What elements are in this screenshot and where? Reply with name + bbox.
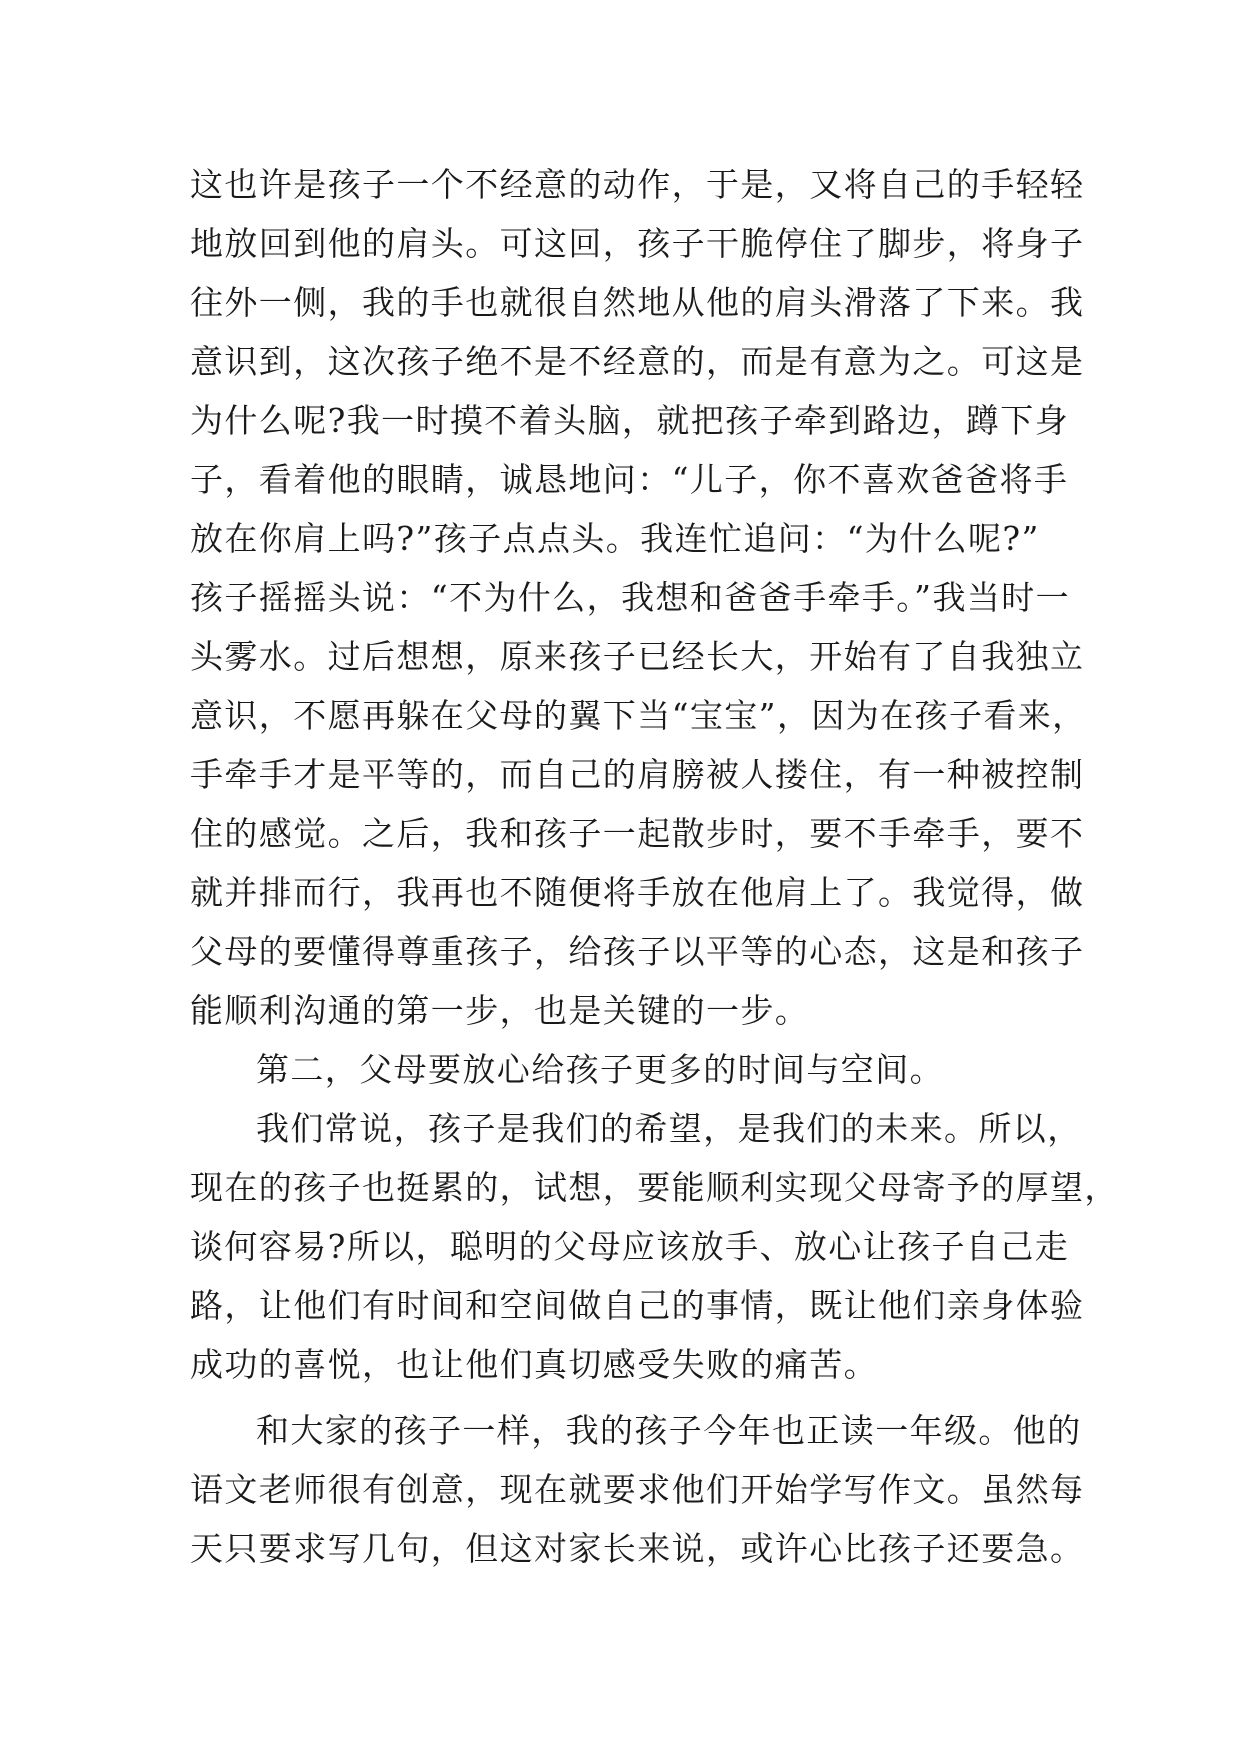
section-heading: 第二，父母要放心给孩子更多的时间与空间。 bbox=[256, 1050, 944, 1089]
text-line: 孩子摇摇头说：“不为什么，我想和爸爸手牵手。”我当时一 bbox=[190, 578, 1071, 617]
text-line: 住的感觉。之后，我和孩子一起散步时，要不手牵手，要不 bbox=[190, 814, 1085, 853]
text-line: 这也许是孩子一个不经意的动作，于是，又将自己的手轻轻 bbox=[190, 165, 1085, 204]
text-line: 现在的孩子也挺累的，试想，要能顺利实现父母寄予的厚望， bbox=[190, 1168, 1119, 1207]
text-line: 成功的喜悦，也让他们真切感受失败的痛苦。 bbox=[190, 1345, 878, 1384]
text-line: 地放回到他的肩头。可这回，孩子干脆停住了脚步，将身子 bbox=[190, 224, 1085, 263]
text-line: 为什么呢?我一时摸不着头脑，就把孩子牵到路边，蹲下身 bbox=[190, 401, 1070, 440]
text-line: 手牵手才是平等的，而自己的肩膀被人搂住，有一种被控制 bbox=[190, 755, 1085, 794]
text-line: 父母的要懂得尊重孩子，给孩子以平等的心态，这是和孩子 bbox=[190, 932, 1085, 971]
text-line: 往外一侧，我的手也就很自然地从他的肩头滑落了下来。我 bbox=[190, 283, 1085, 322]
paragraph-gap bbox=[190, 1394, 1090, 1401]
text-line: 意识到，这次孩子绝不是不经意的，而是有意为之。可这是 bbox=[190, 342, 1085, 381]
text-line: 就并排而行，我再也不随便将手放在他肩上了。我觉得，做 bbox=[190, 873, 1085, 912]
text-line: 子，看着他的眼睛，诚恳地问：“儿子，你不喜欢爸爸将手 bbox=[190, 460, 1069, 499]
text-line: 头雾水。过后想想，原来孩子已经长大，开始有了自我独立 bbox=[190, 637, 1085, 676]
text-line: 能顺利沟通的第一步，也是关键的一步。 bbox=[190, 991, 810, 1030]
text-line: 谈何容易?所以，聪明的父母应该放手、放心让孩子自己走 bbox=[190, 1227, 1070, 1266]
text-line: 语文老师很有创意，现在就要求他们开始学写作文。虽然每 bbox=[190, 1470, 1085, 1509]
paragraph-start: 我们常说，孩子是我们的希望，是我们的未来。所以， bbox=[256, 1109, 1082, 1148]
text-line: 天只要求写几句，但这对家长来说，或许心比孩子还要急。 bbox=[190, 1529, 1085, 1568]
text-line: 放在你肩上吗?”孩子点点头。我连忙追问：“为什么呢?” bbox=[190, 519, 1040, 558]
text-line: 路，让他们有时间和空间做自己的事情，既让他们亲身体验 bbox=[190, 1286, 1085, 1325]
text-line: 意识，不愿再躲在父母的翼下当“宝宝”，因为在孩子看来， bbox=[190, 696, 1087, 735]
paragraph-start: 和大家的孩子一样，我的孩子今年也正读一年级。他的 bbox=[256, 1411, 1082, 1450]
document-body bbox=[190, 155, 1119, 1578]
